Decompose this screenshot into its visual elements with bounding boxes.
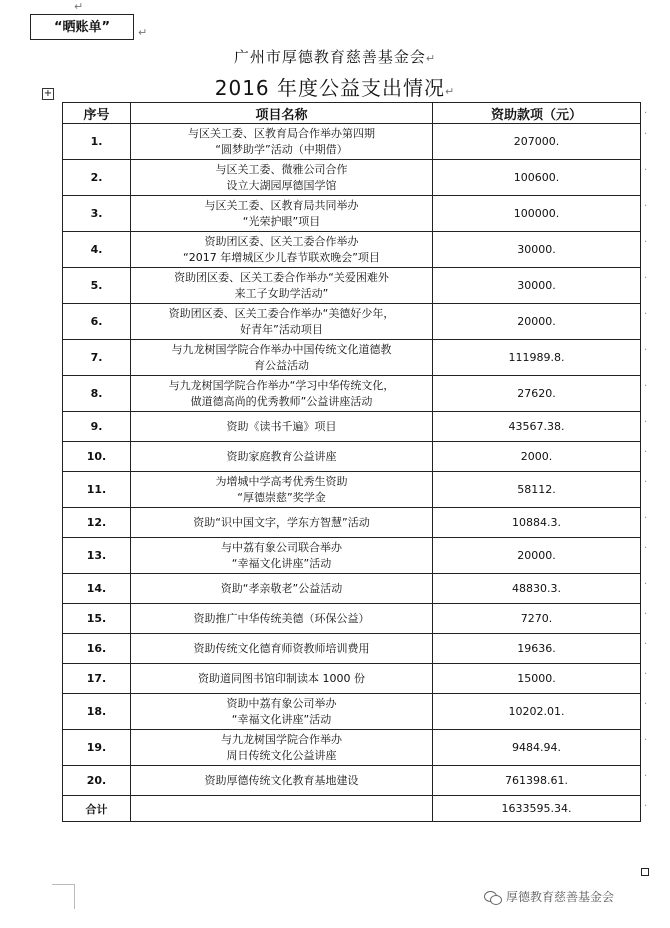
- row-end-mark: .: [644, 509, 648, 521]
- row-project-name: [131, 340, 433, 376]
- row-end-mark: .: [644, 125, 648, 137]
- row-amount: 43567.38.: [433, 412, 641, 442]
- row-project-name: [131, 442, 433, 472]
- table-row: [63, 766, 641, 796]
- project-name-line: 与九龙树国学院合作举办: [221, 732, 342, 746]
- row-project-name: [131, 124, 433, 160]
- project-name-line: 资助中荔有象公司举办: [226, 696, 337, 710]
- table-row: [63, 604, 641, 634]
- row-index: 8.: [63, 376, 131, 412]
- paragraph-mark: ↵: [74, 0, 84, 13]
- row-amount: 48830.3.: [433, 574, 641, 604]
- row-amount: 207000.: [433, 124, 641, 160]
- table-row: [63, 442, 641, 472]
- row-index: 15.: [63, 604, 131, 634]
- project-name-line: 为增城中学高考优秀生资助: [215, 474, 348, 488]
- table-row: [63, 508, 641, 538]
- table-row: [63, 694, 641, 730]
- project-name-line: 与九龙树国学院合作举办“学习中华传统文化，: [168, 378, 395, 392]
- row-project-name: [131, 304, 433, 340]
- row-project-name: [131, 634, 433, 664]
- row-project-name: [131, 730, 433, 766]
- row-project-name: [131, 604, 433, 634]
- row-end-mark: .: [644, 539, 648, 551]
- total-name: [131, 796, 433, 822]
- row-index: 16.: [63, 634, 131, 664]
- project-name-line: 与区关工委、区教育局合作举办第四期: [188, 126, 375, 140]
- table-row: [63, 376, 641, 412]
- row-end-mark: .: [644, 341, 648, 353]
- row-end-mark: .: [644, 161, 648, 173]
- project-name-line: “厚德崇慈”奖学金: [237, 490, 326, 504]
- row-project-name: [131, 196, 433, 232]
- table-row: [63, 196, 641, 232]
- stamp-label: “晒账单”: [30, 14, 134, 40]
- row-index: 13.: [63, 538, 131, 574]
- project-name-line: 资助团区委、区关工委合作举办: [204, 234, 359, 248]
- row-end-mark: .: [644, 695, 648, 707]
- row-amount: 2000.: [433, 442, 641, 472]
- row-index: 10.: [63, 442, 131, 472]
- row-project-name: [131, 766, 433, 796]
- row-project-name: [131, 538, 433, 574]
- row-index: 1.: [63, 124, 131, 160]
- organization-name: 广州市厚德教育慈善基金会↵: [233, 48, 437, 66]
- table-row: [63, 304, 641, 340]
- row-end-mark: .: [644, 197, 648, 209]
- wechat-account-name: 厚德教育慈善基金会: [506, 890, 615, 904]
- project-name-line: 资助道同图书馆印制读本 1000 份: [198, 671, 365, 685]
- project-name-line: “幸福文化讲座”活动: [231, 712, 332, 726]
- row-project-name: [131, 508, 433, 538]
- row-project-name: [131, 268, 433, 304]
- row-end-mark: .: [644, 443, 648, 455]
- table-row: [63, 232, 641, 268]
- row-project-name: [131, 232, 433, 268]
- table-header-row: [63, 103, 641, 124]
- project-name-line: 做道德高尚的优秀教师”公益讲座活动: [190, 394, 373, 408]
- row-amount: 761398.61.: [433, 766, 641, 796]
- row-amount: 27620.: [433, 376, 641, 412]
- project-name-line: 资助团区委、区关工委合作举办“美德好少年，: [168, 306, 395, 320]
- row-index: 6.: [63, 304, 131, 340]
- row-end-mark: .: [644, 635, 648, 647]
- table-row: [63, 664, 641, 694]
- row-index: 14.: [63, 574, 131, 604]
- table-row: [63, 634, 641, 664]
- project-name-line: 资助传统文化德育师资教师培训费用: [193, 641, 370, 655]
- table-row: [63, 268, 641, 304]
- wechat-icon: [484, 891, 502, 905]
- row-index: 4.: [63, 232, 131, 268]
- row-end-mark: .: [644, 575, 648, 587]
- project-name-line: “圆梦助学”活动（中期借）: [215, 142, 348, 156]
- row-end-mark: .: [644, 605, 648, 617]
- project-name-line: 资助《读书千遍》项目: [226, 419, 337, 433]
- table-row: [63, 538, 641, 574]
- project-name-line: “幸福文化讲座”活动: [231, 556, 332, 570]
- row-amount: 100000.: [433, 196, 641, 232]
- row-index: 2.: [63, 160, 131, 196]
- row-amount: 20000.: [433, 304, 641, 340]
- row-end-mark: .: [644, 797, 648, 809]
- header-name: 项目名称: [131, 103, 433, 124]
- table-row: [63, 412, 641, 442]
- row-project-name: [131, 160, 433, 196]
- row-amount: 58112.: [433, 472, 641, 508]
- row-amount: 15000.: [433, 664, 641, 694]
- row-index: 19.: [63, 730, 131, 766]
- project-name-line: 好青年”活动项目: [240, 322, 323, 336]
- row-amount: 30000.: [433, 268, 641, 304]
- row-amount: 9484.94.: [433, 730, 641, 766]
- table-row: [63, 340, 641, 376]
- table-move-handle[interactable]: +: [43, 88, 53, 99]
- row-end-mark: .: [644, 377, 648, 389]
- project-name-line: 资助“孝亲敬老”公益活动: [220, 581, 343, 595]
- header-index: 序号: [63, 103, 131, 124]
- project-name-line: 设立大湖园厚德国学馆: [226, 178, 337, 192]
- row-index: 17.: [63, 664, 131, 694]
- row-project-name: [131, 412, 433, 442]
- row-amount: 7270.: [433, 604, 641, 634]
- row-project-name: [131, 472, 433, 508]
- project-name-line: 周日传统文化公益讲座: [226, 748, 337, 762]
- row-index: 12.: [63, 508, 131, 538]
- row-amount: 20000.: [433, 538, 641, 574]
- row-end-mark: .: [644, 665, 648, 677]
- row-index: 20.: [63, 766, 131, 796]
- row-project-name: [131, 694, 433, 730]
- header-amount: 资助款项（元）: [433, 103, 641, 124]
- row-index: 5.: [63, 268, 131, 304]
- project-name-line: 与中荔有象公司联合举办: [221, 540, 342, 554]
- table-row: [63, 730, 641, 766]
- row-end-mark: .: [644, 269, 648, 281]
- row-index: 18.: [63, 694, 131, 730]
- project-name-line: 资助厚德传统文化教育基地建设: [204, 773, 359, 787]
- row-project-name: [131, 574, 433, 604]
- expense-table: [62, 102, 641, 822]
- total-label: 合计: [63, 796, 131, 822]
- table-row: [63, 574, 641, 604]
- row-amount: 10202.01.: [433, 694, 641, 730]
- row-amount: 30000.: [433, 232, 641, 268]
- table-row: [63, 472, 641, 508]
- page-corner-mark: [52, 884, 75, 909]
- total-row: [63, 796, 641, 822]
- row-amount: 111989.8.: [433, 340, 641, 376]
- row-end-mark: .: [644, 731, 648, 743]
- page-title: 2016 年度公益支出情况↵: [214, 76, 456, 100]
- row-end-mark: .: [644, 473, 648, 485]
- project-name-line: 与区关工委、微雅公司合作: [215, 162, 348, 176]
- wechat-watermark: [484, 888, 614, 905]
- project-name-line: “2017 年增城区少儿春节联欢晚会”项目: [183, 250, 380, 264]
- table-row: [63, 160, 641, 196]
- paragraph-mark: ↵: [138, 26, 148, 39]
- row-index: 9.: [63, 412, 131, 442]
- row-index: 11.: [63, 472, 131, 508]
- row-index: 7.: [63, 340, 131, 376]
- row-project-name: [131, 664, 433, 694]
- project-name-line: 资助推广中华传统美德（环保公益）: [193, 611, 370, 625]
- project-name-line: 育公益活动: [254, 358, 309, 372]
- row-end-mark: .: [644, 305, 648, 317]
- table-row: [63, 124, 641, 160]
- row-end-mark: .: [644, 104, 648, 116]
- project-name-line: 资助家庭教育公益讲座: [226, 449, 337, 463]
- row-end-mark: .: [644, 767, 648, 779]
- row-project-name: [131, 376, 433, 412]
- row-amount: 10884.3.: [433, 508, 641, 538]
- row-end-mark: .: [644, 413, 648, 425]
- project-name-line: 来工子女助学活动”: [234, 286, 329, 300]
- table-resize-handle[interactable]: [641, 868, 649, 876]
- project-name-line: 资助团区委、区关工委合作举办“关爱困难外: [174, 270, 389, 284]
- row-index: 3.: [63, 196, 131, 232]
- project-name-line: “光荣护眼”项目: [242, 214, 321, 228]
- row-amount: 100600.: [433, 160, 641, 196]
- row-end-mark: .: [644, 233, 648, 245]
- project-name-line: 资助“识中国文字，学东方智慧”活动: [193, 515, 370, 529]
- total-amount: 1633595.34.: [433, 796, 641, 822]
- project-name-line: 与区关工委、区教育局共同举办: [204, 198, 359, 212]
- row-amount: 19636.: [433, 634, 641, 664]
- project-name-line: 与九龙树国学院合作举办中国传统文化道德教: [171, 342, 392, 356]
